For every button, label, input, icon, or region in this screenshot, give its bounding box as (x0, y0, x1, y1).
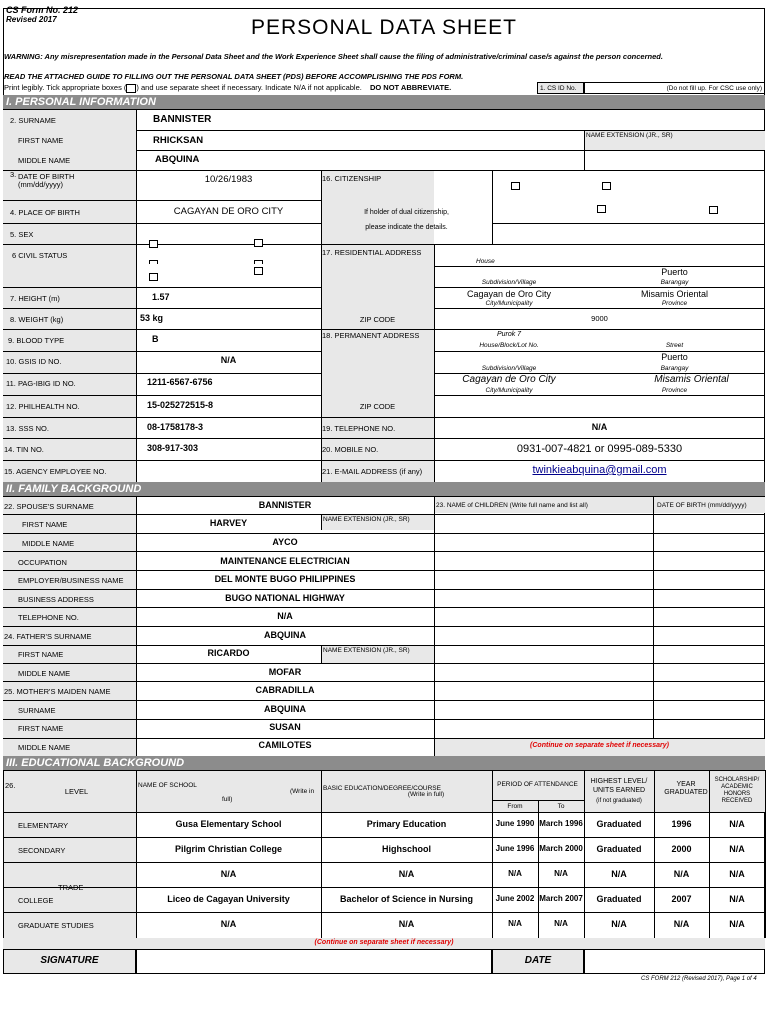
grid-line (492, 223, 765, 224)
mother-middle-label: MIDDLE NAME (18, 743, 71, 752)
perm-zip-label: ZIP CODE (359, 402, 396, 411)
grid-line (3, 626, 765, 627)
spouse-first-value[interactable]: HARVEY (209, 518, 248, 528)
edu-level-1: SECONDARY (18, 846, 66, 855)
spouse-middle-label: MIDDLE NAME (22, 539, 75, 548)
mother-maiden-value[interactable]: CABRADILLA (255, 685, 315, 695)
perm-city-label: City/Municipality (485, 387, 533, 394)
grid-line (136, 150, 765, 151)
children-dob-label: DATE OF BIRTH (mm/dd/yyyy) (657, 502, 747, 509)
citizenship-label: 16. CITIZENSHIP (322, 174, 382, 183)
mobile-label: 20. MOBILE NO. (322, 445, 379, 454)
edu-to-cell[interactable]: March 2000 (539, 844, 583, 853)
dob-format: (mm/dd/yyyy) (18, 180, 63, 189)
philhealth-value[interactable]: 15-025272515-8 (147, 400, 214, 410)
edu-course-cell[interactable]: N/A (398, 869, 415, 879)
grid-line (653, 496, 654, 738)
children-continue-note: (Continue on separate sheet if necessary) (530, 742, 669, 749)
citizenship-note-2: please indicate the details. (365, 224, 448, 231)
children-label: 23. NAME of CHILDREN (Write full name and list all) (436, 502, 588, 509)
perm-city-value[interactable]: Cagayan de Oro City (462, 374, 556, 385)
do-not-abbreviate: DO NOT ABBREVIATE. (369, 83, 452, 92)
section-educational-background: III. EDUCATIONAL BACKGROUND (3, 756, 765, 770)
edu-units-cell[interactable]: Graduated (596, 894, 642, 904)
mother-surname-value[interactable]: ABQUINA (264, 704, 306, 714)
grid-line (3, 496, 765, 497)
grid-line (3, 551, 765, 552)
edu-units-cell[interactable]: Graduated (596, 844, 642, 854)
mother-maiden-label: 25. MOTHER'S MAIDEN NAME (4, 687, 111, 696)
citizenship-checkbox-by-birth[interactable] (597, 205, 606, 213)
res-city-value[interactable]: Cagayan de Oro City (466, 289, 552, 299)
grid-line (3, 912, 765, 913)
cs-id-note: (Do not fill up. For CSC use only) (666, 85, 762, 92)
edu-school-header: NAME OF SCHOOL (138, 782, 197, 789)
father-surname-value[interactable]: ABQUINA (264, 630, 306, 640)
res-house-label: House (476, 258, 495, 265)
grid-line (3, 862, 765, 863)
grid-line (3, 109, 765, 110)
edu-school-cell[interactable]: Liceo de Cagayan University (167, 894, 290, 904)
weight-label: 8. WEIGHT (kg) (10, 315, 64, 324)
edu-level-2 (58, 883, 83, 887)
res-barangay-label: Barangay (660, 279, 689, 286)
citizenship-checkbox-dual[interactable] (602, 182, 611, 190)
civil-status-checkbox-widowed[interactable] (149, 273, 158, 281)
edu-year-header: YEAR GRADUATED (664, 781, 708, 796)
edu-units-cell[interactable]: N/A (611, 869, 627, 879)
grid-line (3, 607, 765, 608)
mother-surname-label: SURNAME (18, 706, 56, 715)
edu-year-cell[interactable]: N/A (673, 869, 690, 879)
residential-address-label: 17. RESIDENTIAL ADDRESS (322, 248, 422, 257)
grid-line (3, 170, 765, 171)
dob-label: DATE OF BIRTH (18, 172, 75, 181)
grid-line (3, 681, 765, 682)
form-page-note: CS FORM 212 (Revised 2017), Page 1 of 4 (641, 976, 757, 982)
mother-first-label: FIRST NAME (18, 724, 64, 733)
tick-box-sample-icon (126, 84, 136, 93)
grid-line (3, 308, 321, 309)
edu-from-cell[interactable]: N/A (508, 919, 522, 928)
father-name-extension-label: NAME EXTENSION (JR., SR) (322, 646, 434, 663)
grid-line (434, 496, 435, 756)
grid-line (584, 770, 585, 938)
citizenship-checkbox-filipino[interactable] (511, 182, 520, 190)
perm-house-label: House/Block/Lot No. (479, 342, 539, 349)
res-city-label: City/Municipality (485, 300, 533, 307)
edu-units-cell[interactable]: Graduated (596, 819, 642, 829)
edu-course-cell[interactable]: Bachelor of Science in Nursing (339, 894, 474, 904)
cs-id-field (584, 82, 765, 94)
sss-label: 13. SSS NO. (6, 424, 49, 433)
father-middle-value[interactable]: MOFAR (268, 667, 302, 677)
grid-line (3, 287, 321, 288)
dob-value[interactable]: 10/26/1983 (204, 174, 253, 185)
mother-first-value[interactable]: SUSAN (269, 722, 301, 732)
tin-label: 14. TIN NO. (4, 445, 44, 454)
occupation-value[interactable]: MAINTENANCE ELECTRICIAN (220, 556, 350, 566)
edu-level-header: LEVEL (64, 787, 89, 796)
edu-course-header: BASIC EDUCATION/DEGREE/COURSE (323, 785, 441, 792)
grid-line (3, 533, 765, 534)
middle-name-value[interactable]: ABQUINA (155, 154, 200, 165)
grid-line (492, 170, 493, 244)
grid-line (3, 395, 321, 396)
surname-value[interactable]: BANNISTER (153, 114, 212, 125)
edu-honors-header: SCHOLARSHIP/ ACADEMIC HONORS RECEIVED (714, 777, 760, 804)
edu-course-cell[interactable]: Primary Education (366, 819, 447, 829)
grid-line (654, 770, 655, 938)
perm-street-label: Street (665, 342, 684, 349)
grid-line (3, 460, 765, 461)
agency-employee-label: 15. AGENCY EMPLOYEE NO. (4, 467, 107, 476)
edu-honors-cell[interactable]: N/A (729, 919, 745, 929)
edu-units-header: HIGHEST LEVEL/ UNITS EARNED (590, 778, 648, 794)
mother-middle-value[interactable]: CAMILOTES (258, 740, 312, 750)
edu-period-header: PERIOD OF ATTENDANCE (497, 781, 578, 788)
employer-label: EMPLOYER/BUSINESS NAME (18, 576, 124, 585)
grid-line (492, 770, 493, 938)
surname-label: 2. SURNAME (10, 116, 56, 125)
section-family-background: II. FAMILY BACKGROUND (3, 482, 765, 496)
sex-checkbox-male[interactable] (149, 240, 158, 248)
date-field[interactable] (584, 949, 765, 974)
first-name-label: FIRST NAME (18, 136, 64, 145)
grid-line (3, 589, 765, 590)
grid-line (3, 887, 765, 888)
height-label: 7. HEIGHT (m) (10, 294, 60, 303)
business-address-value[interactable]: BUGO NATIONAL HIGHWAY (225, 593, 345, 603)
edu-from-cell[interactable]: June 1996 (495, 844, 535, 853)
edu-to-header: To (557, 803, 565, 810)
civil-status-checkbox-married[interactable] (254, 260, 263, 264)
father-first-value[interactable]: RICARDO (207, 648, 250, 658)
email-label: 21. E-MAIL ADDRESS (if any) (322, 467, 423, 476)
grid-line (3, 373, 321, 374)
perm-house-value[interactable]: Purok 7 (496, 331, 522, 338)
grid-line (3, 351, 321, 352)
grid-line (3, 417, 765, 418)
grid-line (3, 570, 765, 571)
edu-units-note: (if not graduated) (596, 798, 642, 804)
res-province-value[interactable]: Misamis Oriental (640, 289, 708, 299)
read-guide-text: READ THE ATTACHED GUIDE TO FILLING OUT THE PERSONAL DATA SHEET (PDS) BEFORE ACCOMPLISHING THE PDS FORM. (4, 72, 464, 81)
father-first-label: FIRST NAME (18, 650, 64, 659)
pagibig-label: 11. PAG-IBIG ID NO. (6, 379, 76, 388)
tin-value[interactable]: 308-917-303 (147, 443, 199, 453)
employer-value[interactable]: DEL MONTE BUGO PHILIPPINES (214, 574, 356, 584)
perm-barangay-value[interactable]: Puerto (661, 352, 688, 362)
sex-label: 5. SEX (10, 230, 34, 239)
gsis-label: 10. GSIS ID NO. (6, 357, 62, 366)
form-number: CS Form No. 212 (6, 5, 79, 15)
edu-from-header: From (507, 803, 523, 810)
cs-id-label: 1. CS ID No. (537, 82, 584, 94)
res-zip-value[interactable]: 9000 (591, 314, 608, 323)
philhealth-label: 12. PHILHEALTH NO. (6, 402, 80, 411)
edu-honors-cell[interactable]: N/A (729, 819, 745, 829)
grid-line (3, 770, 765, 771)
edu-year-cell[interactable]: 2000 (671, 844, 692, 854)
print-note-a: Print legibly. Tick appropriate boxes ( (4, 83, 127, 92)
grid-line (136, 496, 137, 756)
perm-barangay-label: Barangay (660, 365, 689, 372)
grid-line (765, 770, 766, 938)
edu-school-header-note2: full) (222, 796, 233, 803)
blood-type-value[interactable]: B (152, 334, 159, 344)
civil-status-label: 6 CIVIL STATUS (12, 251, 68, 260)
print-note-b: ) and use separate sheet if necessary. Indicate N/A if not applicable. (136, 83, 362, 92)
sex-checkbox-female[interactable] (254, 239, 263, 247)
grid-line (434, 308, 765, 309)
edu-school-cell[interactable]: Gusa Elementary School (175, 819, 282, 829)
edu-school-header-note: (Write in (290, 788, 315, 795)
spouse-surname-label: 22. SPOUSE'S SURNAME (4, 502, 94, 511)
perm-province-value[interactable]: Misamis Oriental (654, 374, 729, 385)
grid-line (3, 329, 765, 330)
edu-to-cell[interactable]: N/A (554, 919, 568, 928)
grid-line (3, 200, 321, 201)
grid-line (3, 837, 765, 838)
edu-year-cell[interactable]: N/A (673, 919, 690, 929)
grid-line (434, 395, 765, 396)
citizenship-checkbox-by-naturalization[interactable] (709, 206, 718, 214)
res-zip-label: ZIP CODE (359, 315, 396, 324)
grid-line (321, 244, 765, 245)
dob-num: 3. (10, 170, 17, 179)
edu-year-cell[interactable]: 1996 (671, 819, 692, 829)
edu-num: 26. (5, 781, 16, 790)
spouse-middle-value[interactable]: AYCO (272, 537, 298, 547)
sss-value[interactable]: 08-1758178-3 (147, 422, 204, 432)
gsis-value[interactable]: N/A (220, 355, 237, 365)
print-note (4, 83, 451, 93)
name-extension-label: NAME EXTENSION (JR., SR) (585, 131, 765, 150)
spouse-first-label: FIRST NAME (22, 520, 68, 529)
warning-text: WARNING: Any misrepresentation made in the Personal Data Sheet and the Work Experience Sheet shall cause the filing of administrative/criminal case/s against the person concerned. (4, 52, 663, 61)
civil-status-checkbox-separated[interactable] (254, 267, 263, 275)
permanent-address-label: 18. PERMANENT ADDRESS (322, 331, 420, 340)
height-value[interactable]: 1.57 (152, 292, 170, 302)
edu-to-cell[interactable]: March 1996 (539, 819, 583, 828)
section-personal-information: I. PERSONAL INFORMATION (3, 95, 765, 109)
form-title: PERSONAL DATA SHEET (250, 16, 517, 39)
grid-line (3, 663, 765, 664)
mobile-value[interactable]: 0931-007-4821 or 0995-089-5330 (516, 443, 683, 455)
grid-line (3, 438, 765, 439)
edu-school-cell[interactable]: N/A (220, 869, 237, 879)
telephone-value[interactable]: N/A (591, 422, 608, 432)
edu-from-cell[interactable]: N/A (508, 869, 522, 878)
perm-subdivision-label: Subdivision/Village (481, 365, 537, 372)
edu-to-cell[interactable]: March 2007 (539, 894, 583, 903)
occupation-label: OCCUPATION (18, 558, 67, 567)
first-name-value[interactable]: RHICKSAN (153, 135, 204, 146)
res-subdivision-label: Subdivision/Village (481, 279, 537, 286)
middle-name-label: MIDDLE NAME (18, 156, 71, 165)
father-middle-label: MIDDLE NAME (18, 669, 71, 678)
place-of-birth-label: 4. PLACE OF BIRTH (10, 208, 80, 217)
weight-value[interactable]: 53 kg (140, 313, 164, 323)
edu-from-cell[interactable]: June 2002 (495, 894, 535, 903)
grid-line (3, 812, 765, 813)
business-address-label: BUSINESS ADDRESS (18, 595, 94, 604)
spouse-telephone-label: TELEPHONE NO. (18, 613, 79, 622)
edu-units-cell[interactable]: N/A (611, 919, 627, 929)
email-value[interactable]: twinkieabquina@gmail.com (532, 464, 667, 476)
edu-continue-note: (Continue on separate sheet if necessary) (314, 939, 454, 946)
pagibig-value[interactable]: 1211-6567-6756 (147, 377, 213, 387)
signature-label: SIGNATURE (40, 955, 99, 966)
res-province-label: Province (661, 300, 688, 307)
edu-level-4: GRADUATE STUDIES (18, 921, 94, 930)
edu-course-header-note: (Write in full) (407, 791, 445, 798)
edu-school-cell[interactable]: Pilgrim Christian College (174, 844, 283, 854)
edu-honors-cell[interactable]: N/A (729, 844, 745, 854)
citizenship-note-1: If holder of dual citizenship, (364, 209, 449, 216)
place-of-birth-value[interactable]: CAGAYAN DE ORO CITY (173, 206, 284, 217)
edu-level-0: ELEMENTARY (18, 821, 69, 830)
civil-status-checkbox-single[interactable] (149, 260, 158, 264)
res-barangay-value[interactable]: Puerto (661, 267, 688, 277)
form-revised: Revised 2017 (6, 15, 57, 24)
grid-line (3, 223, 321, 224)
edu-course-cell[interactable]: N/A (398, 919, 415, 929)
grid-line (321, 770, 322, 938)
grid-line (3, 244, 321, 245)
edu-level-3: COLLEGE (18, 896, 54, 905)
date-label: DATE (524, 955, 552, 966)
edu-to-cell[interactable]: N/A (554, 869, 568, 878)
grid-line (3, 700, 765, 701)
grid-line (3, 719, 765, 720)
edu-honors-cell[interactable]: N/A (729, 894, 745, 904)
signature-field[interactable] (136, 949, 492, 974)
perm-province-label: Province (661, 387, 688, 394)
father-surname-label: 24. FATHER'S SURNAME (4, 632, 92, 641)
edu-course-cell[interactable]: Highschool (382, 844, 431, 854)
edu-year-cell[interactable]: 2007 (671, 894, 692, 904)
edu-level-column (3, 812, 136, 938)
edu-from-cell[interactable]: June 1990 (495, 819, 535, 828)
telephone-label: 19. TELEPHONE NO. (322, 424, 396, 433)
spouse-surname-value[interactable]: BANNISTER (258, 500, 312, 510)
edu-honors-cell[interactable]: N/A (729, 869, 745, 879)
grid-line (136, 109, 137, 482)
grid-line (434, 287, 765, 288)
edu-school-cell[interactable]: N/A (220, 919, 237, 929)
spouse-name-extension-label: NAME EXTENSION (JR., SR) (322, 515, 434, 530)
spouse-telephone-value[interactable]: N/A (277, 611, 293, 621)
blood-type-label: 9. BLOOD TYPE (8, 336, 65, 345)
